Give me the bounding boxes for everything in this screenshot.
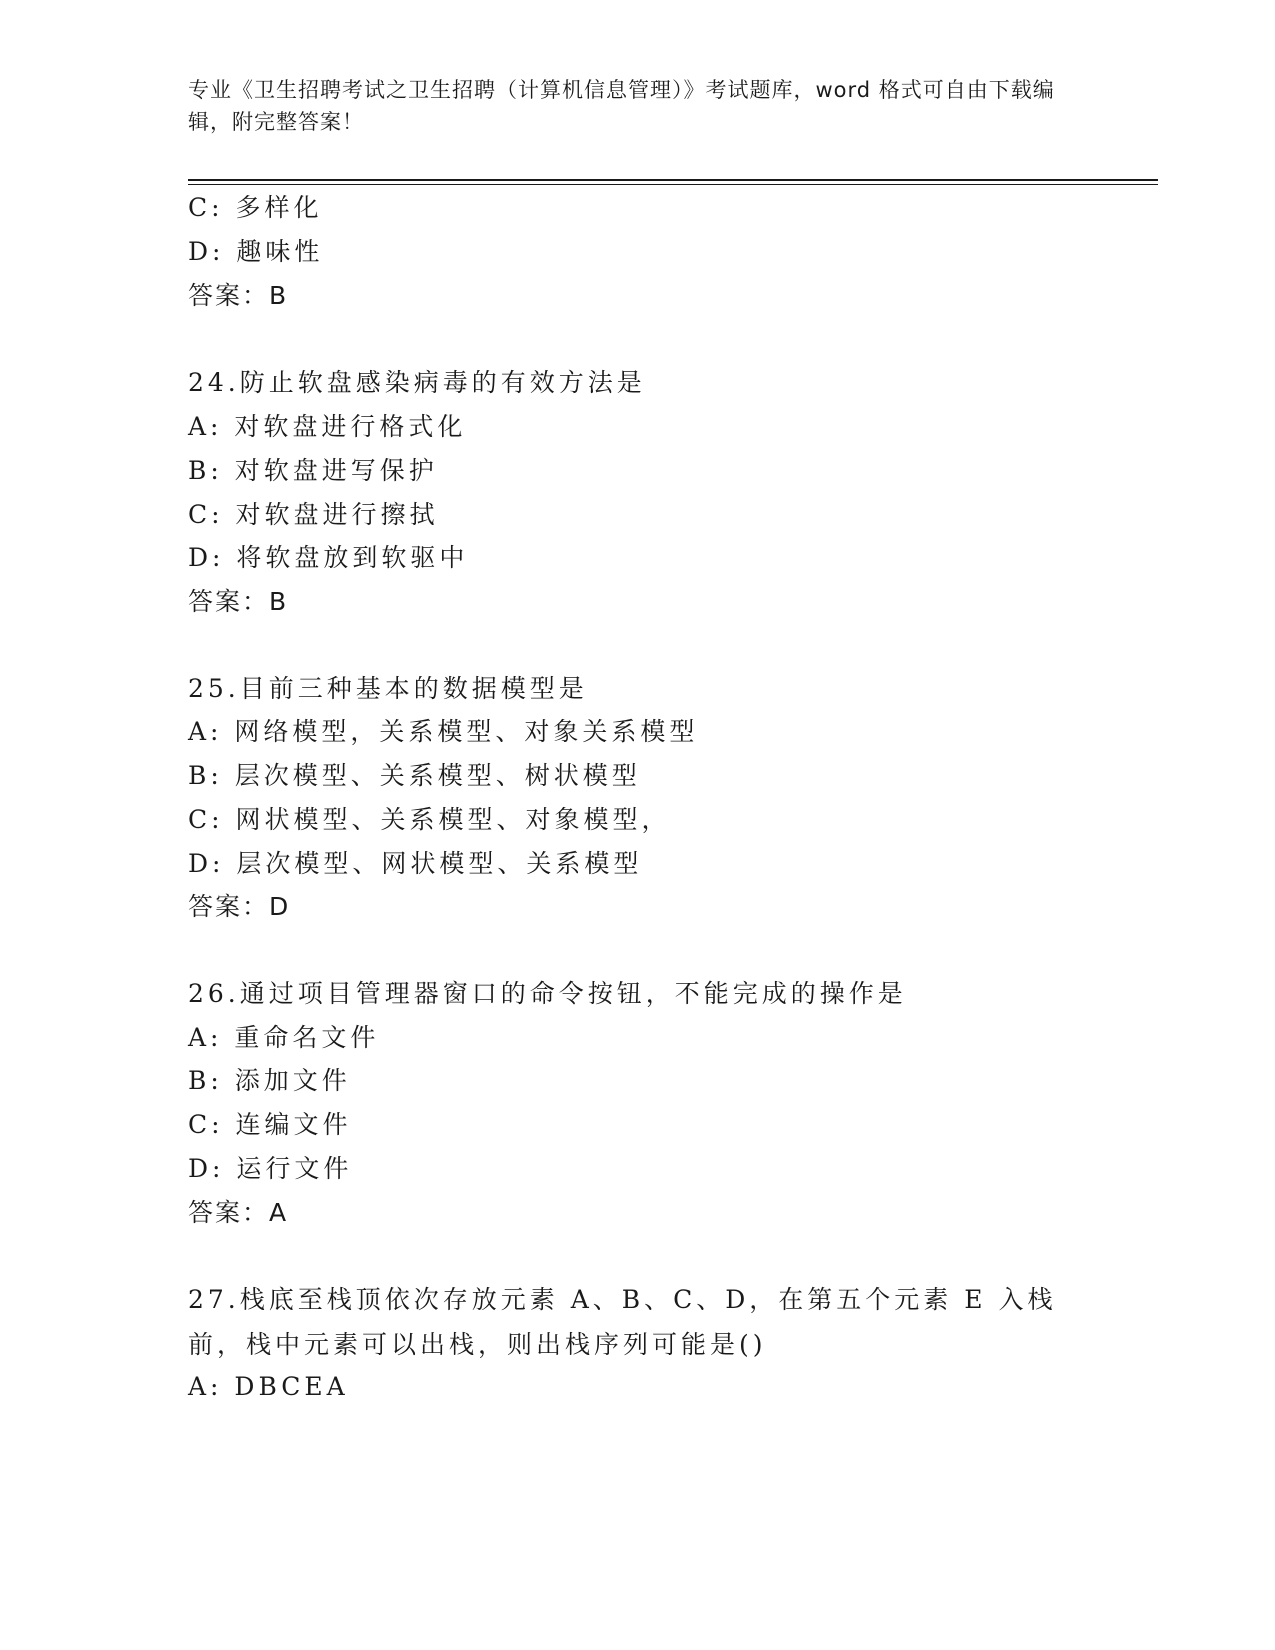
q26-stem: 26.通过项目管理器窗口的命令按钮，不能完成的操作是 xyxy=(188,979,907,1008)
q24-option-b: B: 对软盘进写保护 xyxy=(188,456,438,485)
q26-option-c: C: 连编文件 xyxy=(188,1110,352,1139)
q25-option-d: D: 层次模型、网状模型、关系模型 xyxy=(188,849,643,878)
q24-answer: 答案：B xyxy=(188,587,289,616)
q24-option-a: A: 对软盘进行格式化 xyxy=(188,412,467,441)
q23-option-c: C: 多样化 xyxy=(188,193,323,222)
q26-option-d: D: 运行文件 xyxy=(188,1154,353,1183)
q25-stem: 25.目前三种基本的数据模型是 xyxy=(188,674,588,703)
header-divider-thin xyxy=(188,184,1158,185)
q25-option-b: B: 层次模型、关系模型、树状模型 xyxy=(188,761,641,790)
q25-option-c: C: 网状模型、关系模型、对象模型， xyxy=(188,805,671,834)
q27-option-a: A: DBCEA xyxy=(188,1372,349,1401)
q23-option-d: D: 趣味性 xyxy=(188,237,324,266)
document-header: 专业《卫生招聘考试之卫生招聘（计算机信息管理）》考试题库，word 格式可自由下载编辑，附完整答案！ xyxy=(188,78,1055,134)
q24-option-d: D: 将软盘放到软驱中 xyxy=(188,543,469,572)
q26-option-b: B: 添加文件 xyxy=(188,1066,351,1095)
q26-answer: 答案：A xyxy=(188,1198,289,1227)
q25-option-a: A: 网络模型，关系模型、对象关系模型 xyxy=(188,717,699,746)
q24-option-c: C: 对软盘进行擦拭 xyxy=(188,500,439,529)
q27-stem: 27.栈底至栈顶依次存放元素 A、B、C、D，在第五个元素 E 入栈前，栈中元素可以出栈，则出栈序列可能是() xyxy=(188,1285,1057,1359)
q23-answer: 答案：B xyxy=(188,281,289,310)
header-divider-thick xyxy=(188,179,1158,181)
q25-answer: 答案：D xyxy=(188,892,291,921)
q24-stem: 24.防止软盘感染病毒的有效方法是 xyxy=(188,368,646,397)
q26-option-a: A: 重命名文件 xyxy=(188,1023,380,1052)
